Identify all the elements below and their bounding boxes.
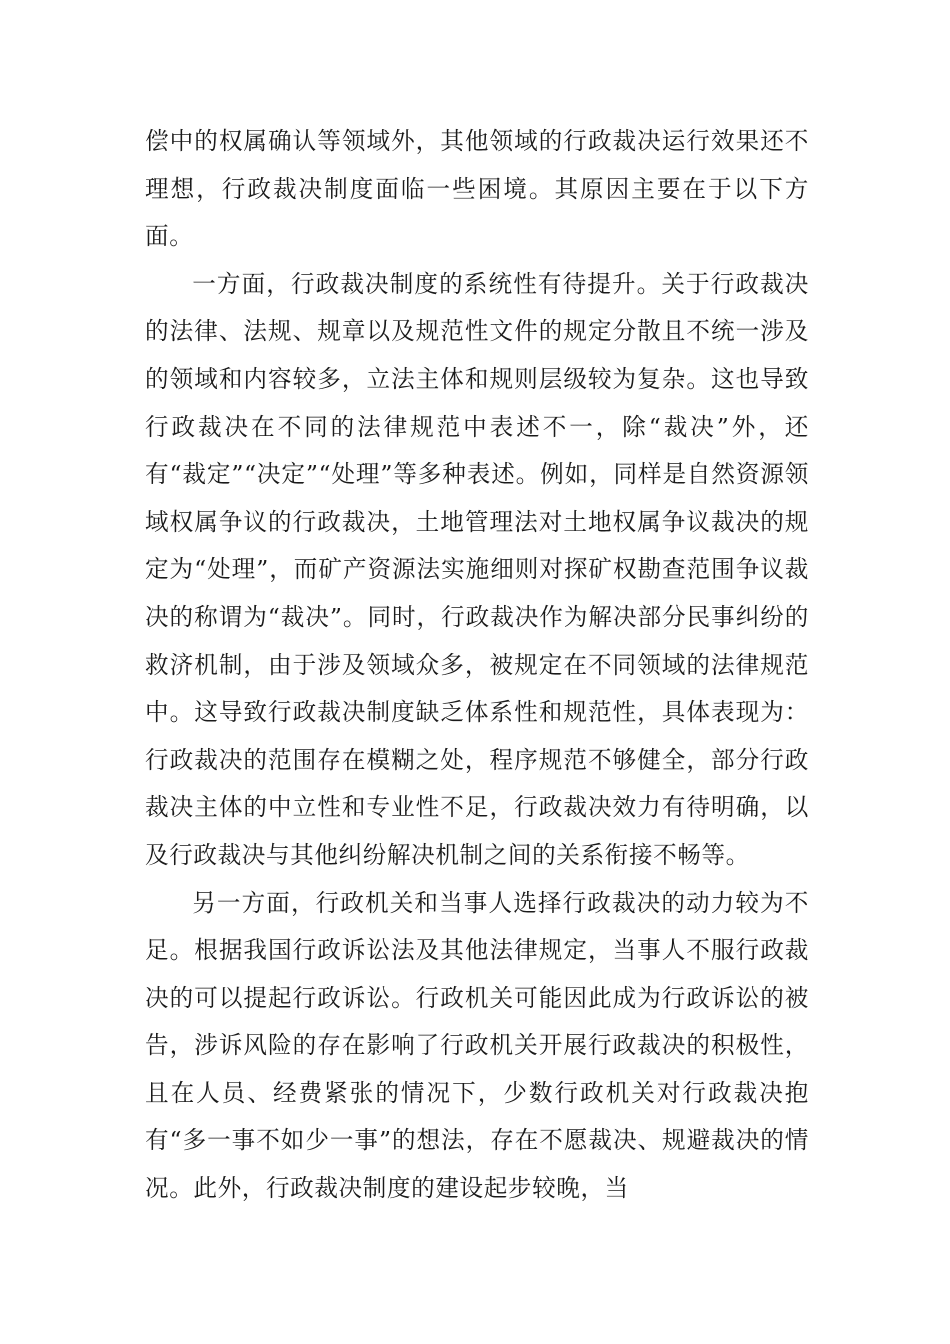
paragraph-2: 一方面，行政裁决制度的系统性有待提升。关于行政裁决的法律、法规、规章以及规范性文件的规定分散且不统一涉及的领域和内容较多，立法主体和规则层级较为复杂。这也导致行政裁决在不同的法律规范中表述不一，除“裁决”外，还有“裁定”“决定”“处理”等多种表述。例如，同样是自然资源领域权属争议的行政裁决，土地管理法对土地权属争议裁决的规定为“处理”，而矿产资源法实施细则对探矿权勘查范围争议裁决的称谓为“裁决”。同时，行政裁决作为解决部分民事纠纷的救济机制，由于涉及领域众多，被规定在不同领域的法律规范中。这导致行政裁决制度缺乏体系性和规范性，具体表现为：行政裁决的范围存在模糊之处，程序规范不够健全，部分行政裁决主体的中立性和专业性不足，行政裁决效力有待明确，以及行政裁决与其他纠纷解决机制之间的关系衔接不畅等。	[145, 269, 809, 869]
paragraph-3: 另一方面，行政机关和当事人选择行政裁决的动力较为不足。根据我国行政诉讼法及其他法律规定，当事人不服行政裁决的可以提起行政诉讼。行政机关可能因此成为行政诉讼的被告，涉诉风险的存在影响了行政机关开展行政裁决的积极性，且在人员、经费紧张的情况下，少数行政机关对行政裁决抱有“多一事不如少一事”的想法，存在不愿裁决、规避裁决的情况。此外，行政裁决制度的建设起步较晚，当	[145, 888, 809, 1203]
body-text	[145, 118, 809, 1213]
paragraph-1: 偿中的权属确认等领域外，其他领域的行政裁决运行效果还不理想，行政裁决制度面临一些困境。其原因主要在于以下方面。	[145, 127, 809, 251]
